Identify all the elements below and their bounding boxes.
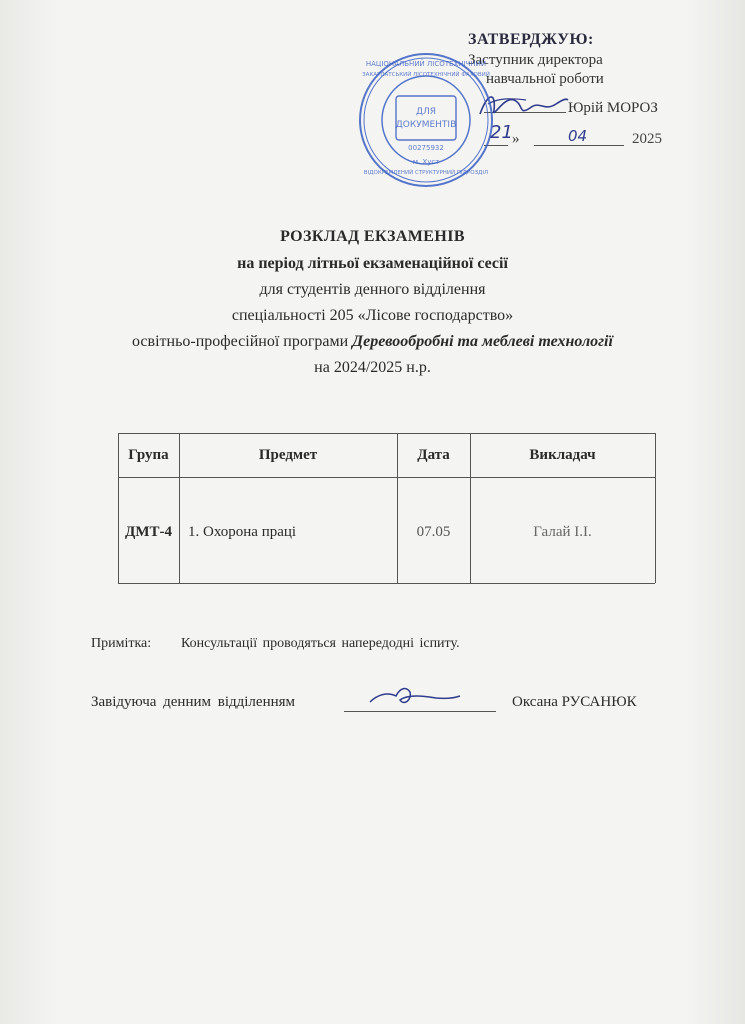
- department-head-signature: [366, 684, 462, 712]
- official-stamp: [356, 50, 496, 190]
- date-quote: »: [512, 131, 520, 147]
- department-head-position: Завідуюча денним відділенням: [91, 694, 296, 710]
- approval-position-line: Заступник директора: [468, 52, 603, 68]
- exam-schedule-table: [118, 433, 655, 583]
- heading-program-prefix: освітньо-професійної програми: [132, 333, 353, 350]
- cell-group: ДМТ-4: [125, 524, 172, 540]
- svg-text:НАЦІОНАЛЬНИЙ ЛІСОТЕХНІЧНИЙ: НАЦІОНАЛЬНИЙ ЛІСОТЕХНІЧНИЙ: [365, 60, 487, 68]
- cell-subject: 1. Охорона праці: [188, 524, 297, 540]
- date-month-line: [534, 145, 624, 146]
- heading-program-name: Деревообробні та меблеві технології: [352, 333, 613, 350]
- approval-title: ЗАТВЕРДЖУЮ:: [468, 31, 594, 48]
- heading-program: [0, 333, 745, 351]
- date-month: 04: [568, 127, 588, 145]
- header-group: Група: [128, 447, 169, 463]
- document-subtitle: на період літньої екзаменаційної сесії: [237, 255, 508, 272]
- header-subject: Предмет: [258, 447, 318, 463]
- document-title: РОЗКЛАД ЕКЗАМЕНІВ: [280, 228, 465, 245]
- approver-name: Юрій МОРОЗ: [568, 100, 658, 116]
- svg-text:ЗАКАРПАТСЬКИЙ ЛІСОТЕХНІЧНИЙ ФА: ЗАКАРПАТСЬКИЙ ЛІСОТЕХНІЧНИЙ ФАХОВИЙ: [362, 72, 490, 78]
- note-label: Примітка:: [91, 636, 152, 651]
- table-header-divider: [118, 477, 655, 478]
- table-border-top: [118, 433, 655, 434]
- note-text: Консультації проводяться напередодні іспиту.: [181, 636, 460, 651]
- svg-text:ВІДОКРЕМЛЕНИЙ СТРУКТУРНИЙ ПІДР: ВІДОКРЕМЛЕНИЙ СТРУКТУРНИЙ ПІДРОЗДІЛ: [363, 170, 489, 176]
- date-day: 21: [490, 122, 513, 143]
- stamp-center-2: ДОКУМЕНТІВ: [395, 120, 457, 130]
- table-border-right: [655, 433, 656, 583]
- heading-students: для студентів денного відділення: [259, 281, 486, 298]
- stamp-code: 00275932: [408, 144, 444, 152]
- heading-year: на 2024/2025 н.р.: [314, 359, 431, 376]
- heading-specialty: спеціальності 205 «Лісове господарство»: [231, 307, 514, 324]
- stamp-city: м. Хуст: [412, 158, 440, 166]
- approval-position-line-2: навчальної роботи: [486, 71, 604, 87]
- stamp-center-1: ДЛЯ: [415, 107, 437, 117]
- header-teacher: Викладач: [529, 447, 596, 463]
- date-year: 2025: [632, 131, 662, 147]
- department-head-name: Оксана РУСАНЮК: [512, 694, 637, 710]
- cell-date: 07.05: [416, 524, 451, 540]
- table-border-bottom: [118, 583, 655, 584]
- cell-teacher: Галай І.І.: [533, 524, 592, 540]
- header-date: Дата: [417, 447, 450, 463]
